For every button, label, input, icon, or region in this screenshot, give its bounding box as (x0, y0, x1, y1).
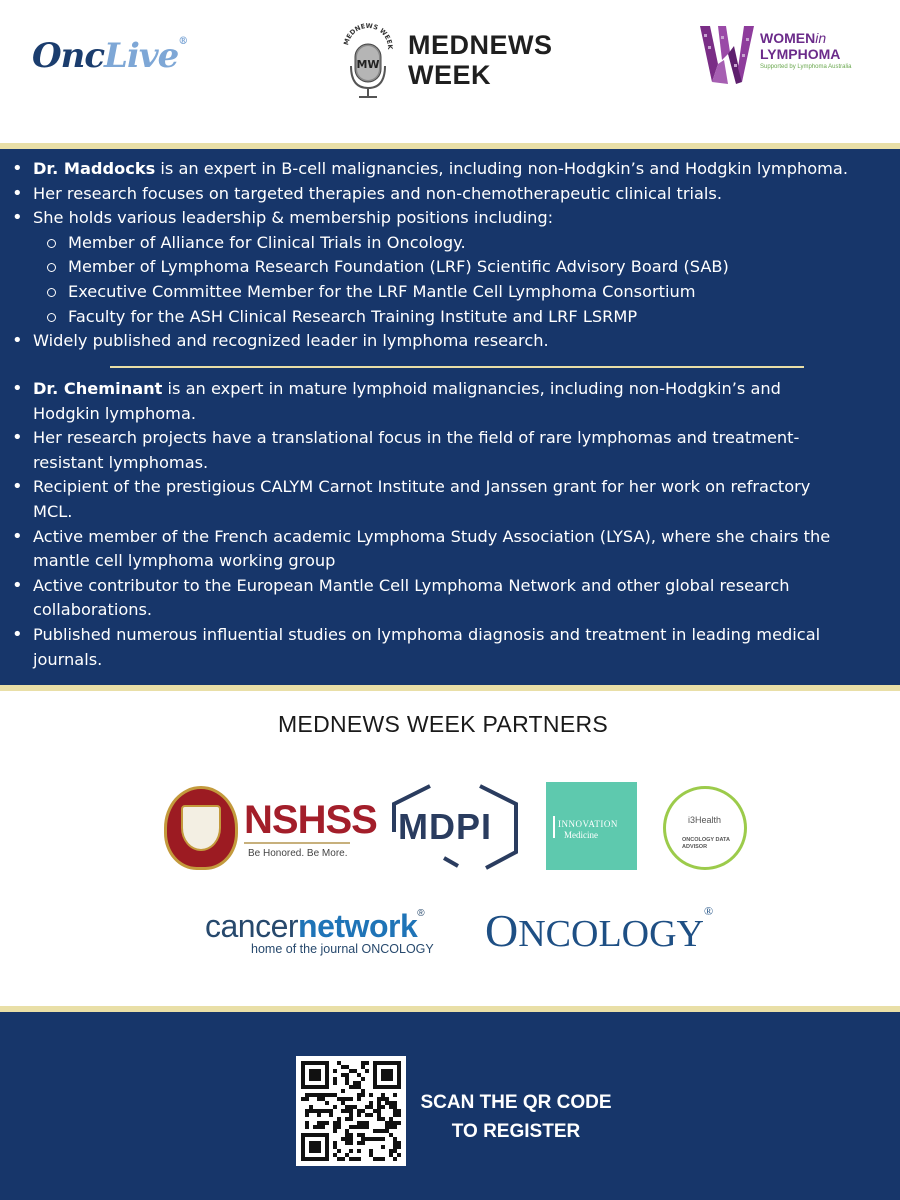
wil-wordmark (760, 30, 840, 62)
maddocks-intro: is an expert in B-cell malignancies, including non-Hodgkin’s and Hodgkin lymphoma. (155, 159, 848, 178)
wil-lymphoma: LYMPHOMA (760, 46, 841, 62)
onclive-onc: Onc (32, 36, 105, 76)
item-line: collaborations. (33, 600, 153, 620)
qr-code-icon[interactable] (296, 1056, 406, 1166)
nshss-rule (244, 842, 350, 844)
onclive-logo[interactable] (32, 36, 187, 76)
item-line: • Active contributor to the European Mantle Cell Lymphoma Network and other global research (33, 575, 790, 595)
women-in-lymphoma-logo[interactable] (698, 24, 888, 90)
cancer-network-wordmark (205, 908, 424, 945)
cheminant-list (0, 377, 900, 672)
i3health-oda: ONCOLOGY DATA ADVISOR (682, 837, 730, 850)
list-item (0, 525, 900, 574)
nshss-logo[interactable] (164, 782, 377, 872)
item-line: MCL. (33, 501, 73, 521)
sub-list-item: Member of Lymphoma Research Foundation (LRF) Scientific Advisory Board (SAB) (0, 255, 900, 280)
item-line: • Recipient of the prestigious CALYM Carnot Institute and Janssen grant for her work on refractory (33, 477, 811, 497)
cta-line1: SCAN THE QR CODE (420, 1092, 612, 1113)
item-line: • Her research projects have a translational focus in the field of rare lymphomas and treatment- (33, 428, 800, 448)
innovation-medicine-logo[interactable] (546, 782, 637, 870)
wil-women: WOMEN (760, 30, 816, 46)
header (0, 0, 900, 143)
oncology-rest: NCOLOGY (518, 913, 705, 955)
sub-list-item: Executive Committee Member for the LRF Mantle Cell Lymphoma Consortium (0, 280, 900, 305)
list-item (0, 157, 900, 182)
nshss-seal-icon (164, 786, 238, 870)
innovation-line1: INNOVATION (558, 819, 618, 829)
innovation-bar (553, 816, 555, 838)
mdpi-logo[interactable] (386, 782, 524, 870)
onclive-reg: ® (178, 36, 188, 47)
innovation-line2: Medicine (564, 830, 598, 840)
sub-list-item: Member of Alliance for Clinical Trials in Oncology. (0, 231, 900, 256)
mednews-wordmark (408, 30, 553, 90)
maddocks-list (0, 157, 900, 354)
qr-code-graphic (301, 1061, 401, 1161)
wil-in: in (815, 30, 827, 46)
cn-reg: ® (417, 908, 425, 919)
cta-line2: TO REGISTER (451, 1121, 581, 1142)
item-line: mantle cell lymphoma working group (33, 551, 336, 571)
list-item: • Widely published and recognized leader in lymphoma research. (0, 329, 900, 354)
sub-list-item: Faculty for the ASH Clinical Research Training Institute and LRF LSRMP (0, 305, 900, 330)
mednews-line1: MEDNEWS (408, 30, 553, 60)
oncology-reg: ® (704, 904, 714, 918)
cancer-network-sub: home of the journal ONCOLOGY (251, 942, 434, 956)
i3health-logo[interactable] (663, 786, 747, 870)
cheminant-intro-2: Hodgkin lymphoma. (33, 403, 197, 423)
wil-supported-by: Supported by Lymphoma Australia (760, 64, 852, 70)
w-mosaic-icon (698, 24, 756, 88)
cn-network: network (298, 908, 418, 944)
register-cta (406, 1088, 626, 1146)
maddocks-name: Dr. Maddocks (33, 159, 156, 178)
microphone-icon (338, 22, 398, 102)
item-line: • Published numerous influential studies on lymphoma diagnosis and treatment in leading medical (33, 624, 821, 644)
list-item (0, 623, 900, 672)
mdpi-wordmark: MDPI (398, 806, 492, 847)
nshss-wordmark: NSHSS (244, 798, 377, 842)
partners-title: MEDNEWS WEEK PARTNERS (277, 711, 609, 737)
cn-cancer: cancer (205, 908, 299, 944)
onclive-live: Live (104, 36, 179, 76)
item-line: resistant lymphomas. (33, 452, 209, 472)
gold-divider-mid (0, 685, 900, 691)
list-item (0, 426, 900, 475)
item-line: • Active member of the French academic Lymphoma Study Association (LYSA), where she chairs the (33, 526, 831, 546)
nshss-tagline: Be Honored. Be More. (248, 848, 348, 859)
oncology-logo[interactable] (485, 904, 713, 957)
cancer-network-logo[interactable] (197, 902, 455, 974)
item-line: journals. (33, 649, 103, 669)
list-item: • Her research focuses on targeted therapies and non-chemotherapeutic clinical trials. (0, 182, 900, 207)
list-item: • She holds various leadership & membership positions including: (0, 206, 900, 231)
footer (0, 1012, 900, 1200)
mic-arc-text: MEDNEWS WEEK (342, 22, 395, 50)
oncology-first: O (485, 905, 519, 956)
mednews-line2: WEEK (408, 60, 491, 90)
bio-panel (0, 149, 900, 685)
list-item (0, 377, 900, 426)
cheminant-name: Dr. Cheminant (33, 379, 163, 398)
mednews-week-logo[interactable] (338, 22, 578, 102)
mic-mark: MW (356, 58, 380, 71)
section-divider (110, 366, 804, 368)
cheminant-intro-1: is an expert in mature lymphoid malignancies, including non-Hodgkin’s and (162, 379, 781, 398)
list-item (0, 475, 900, 524)
list-item (0, 574, 900, 623)
i3health-name: i3Health (688, 815, 722, 825)
